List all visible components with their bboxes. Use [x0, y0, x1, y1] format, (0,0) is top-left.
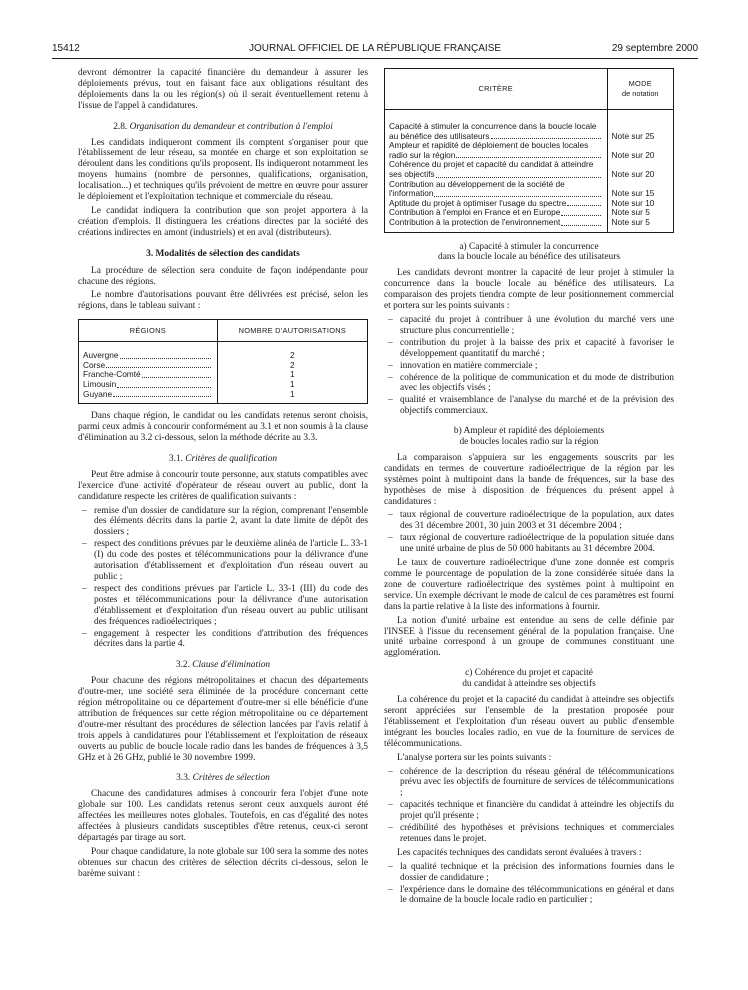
dot-leader — [113, 390, 211, 398]
list-item: – innovation en matière commerciale ; — [400, 361, 674, 372]
regions-table — [78, 319, 368, 404]
criterion-line — [389, 170, 603, 180]
paragraph: L'analyse portera sur les points suivants : — [397, 752, 552, 763]
scoring-mode: Note sur 5 — [611, 217, 650, 227]
criterion-text: l'information — [389, 189, 434, 199]
criterion-text: Contribution au développement de la société de — [389, 179, 565, 189]
intro-paragraph: devront démontrer la capacité financière du demandeur à assurer les déploiements prévus, tout en faisant face aux obligations résultant des déploiements dans la ou les région(s) où il serait éventuellement retenu à l'issue de l'appel à candidatures. — [78, 68, 368, 111]
criterion-text: radio sur la région — [389, 150, 456, 160]
scoring-mode: Note sur 25 — [611, 131, 655, 141]
list-item: – remise d'un dossier de candidature sur la région, comprenant l'ensemble des éléments décrits dans la partie 2, avant la date limite de dépôt des dossiers ; — [94, 506, 368, 539]
paragraph: La cohérence du projet et la capacité du candidat à atteindre ses objectifs seront appréciées sur l'ensemble de la prestation proposée pour l'établissement et l'exploitation d'un réseau ouvert au public d'ensemble intégrant les boucles locales radio, en vue de la fourniture de services de télécommunications. — [384, 695, 674, 749]
technical-capacity-list — [384, 862, 674, 907]
criterion-line — [389, 132, 603, 142]
scoring-mode: Note sur 10 — [611, 198, 655, 208]
scoring-mode: Note sur 5 — [611, 208, 650, 218]
dot-leader — [106, 361, 211, 369]
criterion-text: Cohérence du projet et capacité du candidat à atteindre — [389, 160, 594, 170]
region-row — [83, 370, 213, 380]
authorization-count: 1 — [290, 370, 295, 380]
paragraph: Le nombre d'autorisations pouvant être délivrées est précisé, selon les régions, dans le tableau suivant : — [78, 290, 368, 312]
paragraph: Pour chacune des régions métropolitaines et chacun des départements d'outre-mer, une société sera éliminée de la procédure concernant cette région métropolitaine ou ce département d'outre-mer si elle bénéficie d'une attribution de fréquences sur cette région métropolitaine ou ce département d'outre-mer résultant des procédures de sélection lancées par l'avis relatif à trois appels à candidatures pour l'établissement et l'exploitation de réseaux ouverts au public de boucle locale radio dans les bandes de fréquences à 3,5 GHz et à 26 GHz, publié le 30 novembre 1999. — [78, 676, 368, 763]
region-name: Corse — [83, 360, 106, 370]
scoring-mode-spacer — [612, 122, 669, 132]
authorization-count: 2 — [290, 351, 295, 361]
authorization-count: 1 — [290, 389, 295, 399]
criterion-line — [389, 199, 603, 209]
scoring-mode: Note sur 15 — [611, 189, 655, 199]
region-name: Limousin — [83, 380, 117, 389]
dot-leader — [120, 351, 211, 359]
list-item: – taux régional de couverture radioélectrique de la population, aux dates des 31 décembre 2001, 30 juin 2003 et 31 décembre 2004 ; — [400, 510, 674, 532]
region-name: Guyane — [83, 389, 113, 399]
criterion-text: Ampleur et rapidité de déploiement de boucles locales — [389, 141, 589, 151]
region-name: Franche-Comté — [83, 370, 141, 380]
dot-leader — [456, 151, 600, 159]
count-column-header: NOMBRE D'AUTORISATIONS — [217, 320, 367, 342]
paragraph: Peut être admise à concourir toute personne, aux statuts compatibles avec l'exercice d'une activité d'opérateur de réseau ouvert au public, dont la candidature respecte les critères de qualification suivants : — [78, 469, 368, 502]
section-3-3-heading: 3.3. Critères de sélection — [176, 773, 270, 784]
region-row — [83, 380, 213, 390]
criterion-line — [389, 151, 603, 161]
header-rule — [52, 58, 698, 59]
authorization-count: 1 — [290, 380, 295, 389]
list-item: – contribution du projet à la baisse des prix et capacité à favoriser le développement quantitatif du marché ; — [400, 338, 674, 360]
list-item: – cohérence de la politique de communication et du mode de distribution avec les objectifs visés ; — [400, 373, 674, 395]
concurrence-list — [384, 315, 674, 417]
right-column — [384, 68, 674, 909]
page-header — [52, 43, 698, 57]
regions-column-header: RÉGIONS — [79, 320, 218, 342]
paragraph: La comparaison s'appuiera sur les engagements souscrits par les candidats en termes de couverture radioélectrique de la région par les systèmes point à multipoint dans la bande de fréquences, sur la base des hypothèses de mise à disposition de fréquences du présent appel à candidatures : — [384, 452, 674, 507]
section-3-2-heading: 3.2. Clause d'élimination — [175, 660, 271, 671]
section-3-heading: 3. Modalités de sélection des candidats — [146, 248, 300, 259]
analysis-list — [384, 767, 674, 845]
criterion-text: ses objectifs — [389, 169, 435, 179]
dot-leader — [561, 218, 600, 226]
criterion-text: Capacité à stimuler la concurrence dans la boucle locale — [389, 122, 597, 131]
list-item: – cohérence de la description du réseau général de télécommunications prévu avec les objectifs de fourniture de services de télécommunications ; — [400, 767, 674, 800]
publication-date: 29 septembre 2000 — [611, 43, 698, 54]
list-item: – taux régional de couverture radioélectrique de la population située dans une unité urbaine de plus de 50 000 habitants au 31 décembre 2004. — [400, 533, 674, 555]
paragraph: La procédure de sélection sera conduite de façon indépendante pour chacune des régions. — [78, 265, 368, 287]
dot-leader — [567, 199, 600, 207]
page-number: 15412 — [52, 43, 80, 54]
scoring-mode-spacer — [612, 160, 669, 170]
dot-leader — [142, 370, 211, 378]
criterion-line — [389, 189, 603, 199]
criterion-text: Contribution à la protection de l'environnement — [389, 217, 561, 227]
dot-leader — [561, 208, 600, 216]
qualification-list — [78, 506, 368, 651]
list-item: – engagement à respecter les conditions d'attribution des fréquences décrites dans la partie 4. — [94, 629, 368, 651]
authorization-count: 2 — [290, 360, 295, 370]
region-row — [83, 351, 213, 361]
list-item: – respect des conditions prévues par le deuxième alinéa de l'article L. 33-1 (I) du code des postes et télécommunications pour la délivrance d'une autorisation d'établissement et d'exploitation d'un réseau ouvert au public ; — [94, 539, 368, 583]
region-row — [83, 390, 213, 400]
paragraph: Le taux de couverture radioélectrique d'une zone donnée est compris comme le pourcentage de population de la zone considérée située dans la zone de couverture radioélectrique des systèmes point à multipoint en service. Un exemple décrivant le mode de calcul de ces paramètres est fourni dans la partie relative à la liste des informations à fournir. — [384, 558, 674, 612]
list-item: – la qualité technique et la précision des informations fournies dans le dossier de candidature ; — [400, 862, 674, 884]
paragraph: Les candidats indiqueront comment ils comptent s'organiser pour que l'établissement de leur réseau, sa montée en charge et son exploitation se déroulent dans les conditions qu'ils proposent. Ils indiqueront notamment les moyens humains (nombre de personnes, qualifications, organisation, localisation...) et techniques qu'ils prévoient de mettre en œuvre pour assurer le déploiement et l'exploitation technique et commerciale du réseau. — [78, 137, 368, 203]
section-a-heading: a) Capacité à stimuler la concurrence dans la boucle locale au bénéfice des utilisateurs — [438, 241, 620, 263]
paragraph: La notion d'unité urbaine est entendue au sens de celle définie par l'INSEE à l'issue du recensement général de la population française. Une unité urbaine correspond à un groupe de communes constituant une agglomération. — [384, 615, 674, 659]
dot-leader — [436, 170, 601, 178]
region-row — [83, 361, 213, 371]
left-column — [78, 68, 368, 883]
scoring-mode-spacer — [612, 141, 669, 151]
criterion-text: Contribution à l'emploi en France et en Europe — [389, 208, 561, 218]
mode-column-header: MODE de notation — [607, 69, 673, 110]
paragraph: Pour chaque candidature, la note globale sur 100 sera la somme des notes obtenues sur chacun des critères de sélection décrits ci-dessous, selon le barème suivant : — [78, 846, 368, 879]
paragraph: Le candidat indiquera la contribution que son projet apportera à la création d'emplois. Il distinguera les créations directes par la société des créations indirectes en amont (industriels) et en aval (distributeurs). — [78, 205, 368, 238]
criterion-text: au bénéfice des utilisateurs — [389, 131, 490, 141]
section-b-heading: b) Ampleur et rapidité des déploiements de boucles locales radio sur la région — [453, 426, 605, 448]
list-item: – respect des conditions prévues par l'article L. 33-1 (III) du code des postes et télécommunications pour la délivrance d'une autorisation d'établissement et d'exploitation d'un réseau ouvert au public utilisant des fréquences radioélectriques ; — [94, 584, 368, 628]
section-c-heading: c) Cohérence du projet et capacité du candidat à atteindre ses objectifs — [462, 668, 596, 690]
criterion-text: Aptitude du projet à optimiser l'usage du spectre — [389, 198, 567, 208]
list-item: – qualité et vraisemblance de l'analyse du marché et de la prévision des objectifs commerciaux. — [400, 395, 674, 417]
scoring-mode: Note sur 20 — [611, 150, 655, 160]
section-3-1-heading: 3.1. Critères de qualification — [168, 453, 278, 464]
scoring-mode-spacer — [612, 180, 669, 190]
dot-leader — [117, 380, 211, 388]
region-name: Auvergne — [83, 351, 119, 361]
paragraph: Les capacités techniques des candidats seront évaluées à travers : — [397, 847, 642, 858]
section-2-8-heading: 2.8. Organisation du demandeur et contribution à l'emploi — [113, 121, 333, 132]
list-item: – capacités technique et financière du candidat à atteindre les objectifs du projet qu'il présente ; — [400, 800, 674, 822]
paragraph: Les candidats devront montrer la capacité de leur projet à stimuler la concurrence dans la boucle locale au bénéfice des utilisateurs. La comparaison des projets tiendra compte de leur positionnement commercial et portera sur les points suivants : — [384, 268, 674, 312]
dot-leader — [491, 132, 601, 140]
list-item: – capacité du projet à contribuer à une évolution du marché vers une structure plus concurrentielle ; — [400, 315, 674, 337]
criteria-table — [384, 68, 674, 233]
list-item: – crédibilité des hypothèses et prévisions techniques et commerciales retenues dans le projet. — [400, 823, 674, 845]
scoring-mode: Note sur 20 — [611, 169, 655, 179]
coverage-list — [384, 510, 674, 555]
criterion-line — [389, 218, 603, 228]
criteria-column-header: CRITÈRE — [385, 69, 608, 110]
paragraph: Dans chaque région, le candidat ou les candidats retenus seront choisis, parmi ceux admis à concourir conformément au 3.1 et non soumis à la clause d'élimination au 3.2 ci-dessous, selon la méthode décrite au 3.3. — [78, 411, 368, 443]
list-item: – l'expérience dans le domaine des télécommunications en général et dans le domaine de la boucle locale radio en particulier ; — [400, 885, 674, 907]
criterion-line — [389, 208, 603, 218]
journal-title: JOURNAL OFFICIEL DE LA RÉPUBLIQUE FRANÇAISE — [248, 43, 502, 54]
paragraph: Chacune des candidatures admises à concourir fera l'objet d'une note globale sur 100. Les candidats retenus seront ceux auxquels auront été affectées les meilleures notes globales. Toutefois, en cas d'égalité des notes affectées à plusieurs candidats susceptibles d'être retenus, ceux-ci seront départagés par tirage au sort. — [78, 789, 368, 843]
dot-leader — [434, 189, 600, 197]
